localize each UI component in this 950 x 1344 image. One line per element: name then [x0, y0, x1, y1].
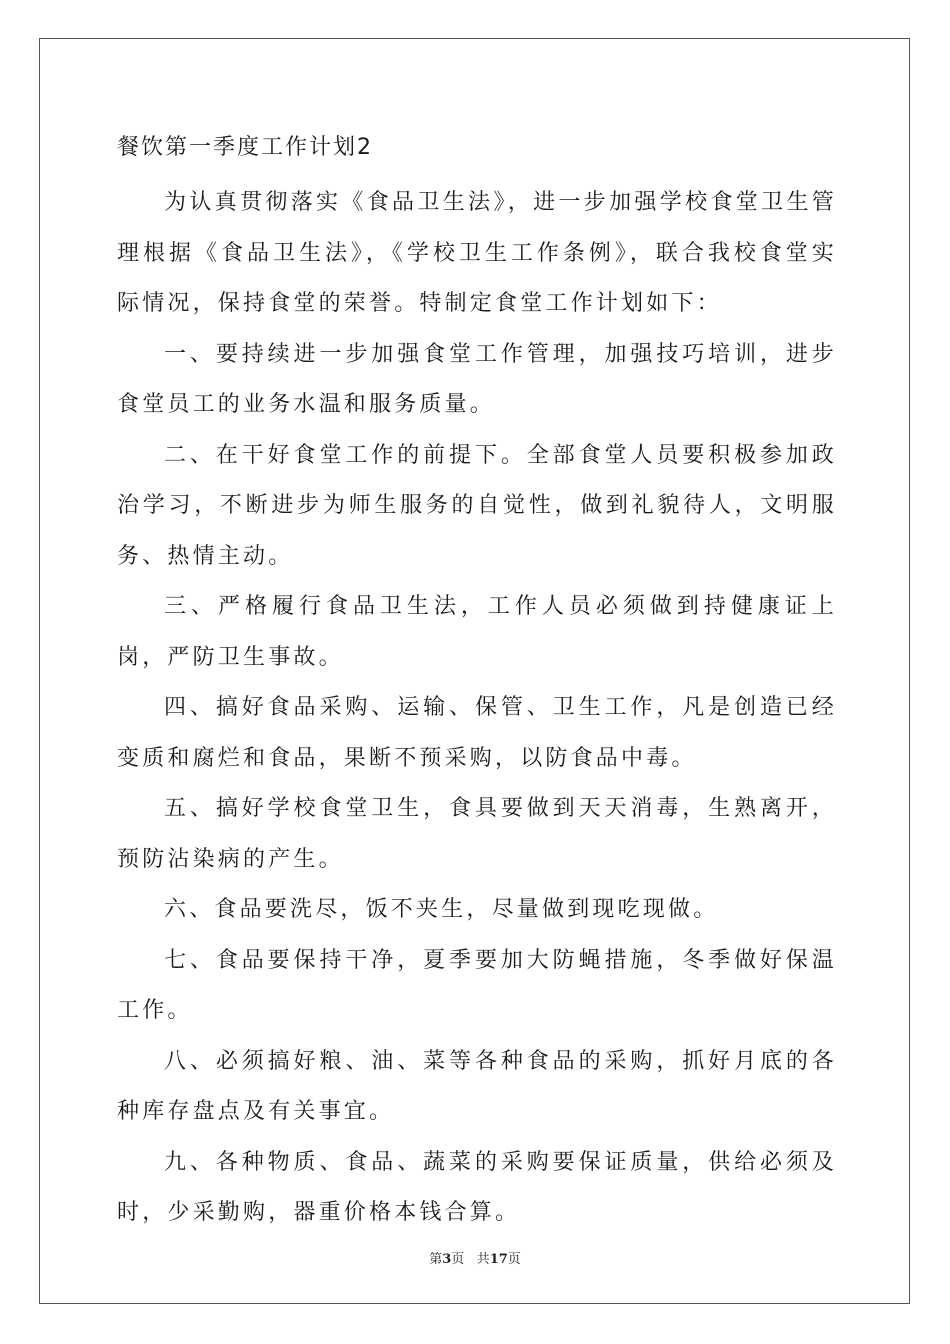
paragraph-item-9: 九、各种物质、食品、蔬菜的采购要保证质量，供给必须及时，少采勤购，器重价格本钱合算。 — [117, 1149, 837, 1225]
document-title: 餐饮第一季度工作计划2 — [117, 135, 373, 160]
footer-total-pages: 17 — [489, 1252, 508, 1267]
document-body — [117, 128, 837, 1239]
paragraph-item-7: 七、食品要保持干净，夏季要加大防蝇措施，冬季做好保温工作。 — [117, 947, 837, 1023]
footer-page-suffix: 页 — [451, 1252, 465, 1267]
paragraph-item-3: 三、严格履行食品卫生法，工作人员必须做到持健康证上岗，严防卫生事故。 — [117, 594, 837, 670]
page-footer — [0, 1248, 950, 1267]
paragraph-item-1: 一、要持续进一步加强食堂工作管理，加强技巧培训，进步食堂员工的业务水温和服务质量。 — [117, 341, 837, 417]
footer-total-suffix: 页 — [507, 1252, 521, 1267]
paragraph-item-5: 五、搞好学校食堂卫生，食具要做到天天消毒，生熟离开，预防沾染病的产生。 — [117, 796, 837, 872]
paragraph-intro: 为认真贯彻落实《食品卫生法》，进一步加强学校食堂卫生管理根据《食品卫生法》，《学校卫生工作条例》，联合我校食堂实际情况，保持食堂的荣誉。特制定食堂工作计划如下： — [117, 190, 837, 316]
paragraph-item-2: 二、在干好食堂工作的前提下。全部食堂人员要积极参加政治学习，不断进步为师生服务的自觉性，做到礼貌待人，文明服务、热情主动。 — [117, 442, 837, 569]
paragraph-item-6: 六、食品要洗尽，饭不夹生，尽量做到现吃现做。 — [164, 897, 719, 922]
paragraph-item-8: 八、必须搞好粮、油、菜等各种食品的采购，抓好月底的各种库存盘点及有关事宜。 — [117, 1048, 837, 1124]
footer-total-prefix: 共 — [476, 1252, 490, 1267]
footer-page-number: 3 — [442, 1252, 452, 1267]
footer-page-prefix: 第 — [429, 1252, 443, 1267]
paragraph-item-4: 四、搞好食品采购、运输、保管、卫生工作，凡是创造已经变质和腐烂和食品，果断不预采购，以防食品中毒。 — [117, 695, 837, 771]
